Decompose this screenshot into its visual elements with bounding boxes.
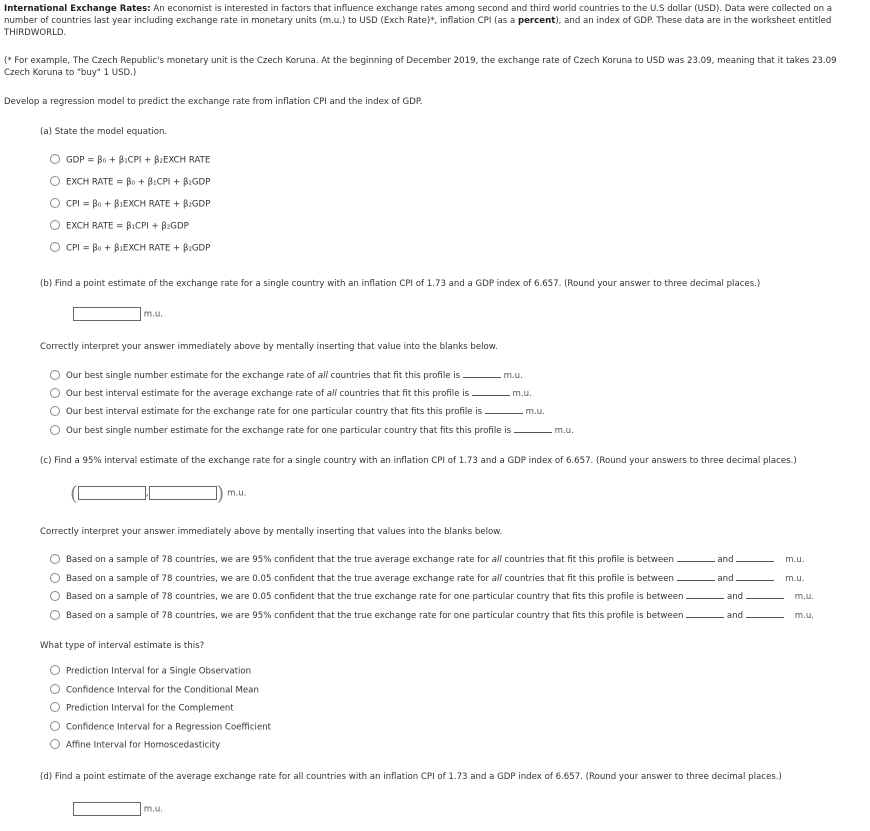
- part-c-upper-input[interactable]: [149, 486, 217, 500]
- part-a-option-5[interactable]: CPI = β₀ + β₁EXCH RATE + β₂GDP: [50, 243, 210, 254]
- interval-type-option-2[interactable]: Confidence Interval for the Conditional Mean: [50, 685, 259, 696]
- part-b-unit: m.u.: [143, 309, 164, 320]
- comma: ,: [145, 488, 149, 499]
- answer-blank: [686, 589, 724, 599]
- answer-blank: [514, 423, 552, 433]
- part-c-interp-option-2[interactable]: Based on a sample of 78 countries, we are 0.05 confident that the true average exchange rate for all countries that fit this profile is between and m.u.: [50, 571, 805, 584]
- answer-blank: [463, 368, 501, 378]
- radio-button[interactable]: [50, 242, 60, 252]
- radio-button[interactable]: [50, 573, 60, 583]
- interval-type-option-4[interactable]: Confidence Interval for a Regression Coefficient: [50, 722, 271, 733]
- answer-blank: [677, 571, 715, 581]
- radio-button[interactable]: [50, 370, 60, 380]
- radio-button[interactable]: [50, 610, 60, 620]
- radio-button[interactable]: [50, 154, 60, 164]
- interval-type-option-5[interactable]: Affine Interval for Homoscedasticity: [50, 740, 220, 751]
- radio-button[interactable]: [50, 406, 60, 416]
- radio-button[interactable]: [50, 554, 60, 564]
- answer-blank: [746, 608, 784, 618]
- part-b-interp-option-4[interactable]: Our best single number estimate for the exchange rate for one particular country that fits this profile is m.u.: [50, 423, 574, 436]
- interval-type-option-1[interactable]: Prediction Interval for a Single Observation: [50, 666, 251, 677]
- part-c-interp-option-3[interactable]: Based on a sample of 78 countries, we are 0.05 confident that the true exchange rate for one particular country that fits this profile is between and m.u.: [50, 589, 814, 602]
- part-b-answer: [73, 307, 163, 321]
- answer-blank: [485, 404, 523, 414]
- part-d-answer: [73, 802, 163, 816]
- interval-type-prompt: What type of interval estimate is this?: [40, 641, 205, 651]
- close-paren: ): [216, 481, 225, 505]
- intro-paragraph: [4, 3, 860, 39]
- radio-button[interactable]: [50, 198, 60, 208]
- part-b-interpret-prompt: Correctly interpret your answer immediately above by mentally inserting that value into the blanks below.: [40, 342, 498, 352]
- footnote: (* For example, The Czech Republic's monetary unit is the Czech Koruna. At the beginning of December 2019, the exchange rate of Czech Koruna to USD was 23.09, meaning that it takes 23.09 Czech Koruna to "buy" 1 USD.): [4, 56, 837, 78]
- radio-button[interactable]: [50, 425, 60, 435]
- radio-button[interactable]: [50, 721, 60, 731]
- part-a-option-2[interactable]: EXCH RATE = β₀ + β₁CPI + β₂GDP: [50, 177, 210, 188]
- part-c-interp-option-1[interactable]: Based on a sample of 78 countries, we are 95% confident that the true average exchange rate for all countries that fit this profile is between and m.u.: [50, 552, 805, 565]
- radio-button[interactable]: [50, 739, 60, 749]
- part-c-interval-answer: [70, 481, 246, 505]
- radio-button[interactable]: [50, 702, 60, 712]
- answer-blank: [686, 608, 724, 618]
- intro-text-end: ), and an index of GDP. These data are in the worksheet entitled THIRDWORLD.: [4, 16, 832, 38]
- part-c-prompt: (c) Find a 95% interval estimate of the exchange rate for a single country with an inflation CPI of 1.73 and a GDP index of 6.657. (Round your answers to three decimal places.): [40, 456, 797, 466]
- part-b-interp-option-3[interactable]: Our best interval estimate for the exchange rate for one particular country that fits this profile is m.u.: [50, 404, 545, 417]
- part-d-unit: m.u.: [143, 804, 164, 815]
- part-c-unit: m.u.: [227, 488, 247, 499]
- part-b-prompt: (b) Find a point estimate of the exchange rate for a single country with an inflation CPI of 1.73 and a GDP index of 6.657. (Round your answer to three decimal places.): [40, 279, 761, 289]
- part-d-input[interactable]: [73, 802, 141, 816]
- answer-blank: [472, 386, 510, 396]
- radio-button[interactable]: [50, 684, 60, 694]
- radio-button[interactable]: [50, 591, 60, 601]
- task-statement: Develop a regression model to predict the exchange rate from inflation CPI and the index of GDP.: [4, 97, 423, 107]
- interval-type-option-3[interactable]: Prediction Interval for the Complement: [50, 703, 234, 714]
- part-a-option-3[interactable]: CPI = β₀ + β₁EXCH RATE + β₂GDP: [50, 199, 210, 210]
- part-a-option-1[interactable]: GDP = β₀ + β₁CPI + β₂EXCH RATE: [50, 155, 210, 166]
- radio-button[interactable]: [50, 665, 60, 675]
- part-b-interp-option-1[interactable]: Our best single number estimate for the exchange rate of all countries that fit this profile is m.u.: [50, 368, 523, 381]
- radio-button[interactable]: [50, 176, 60, 186]
- answer-blank: [736, 552, 774, 562]
- part-a-prompt: (a) State the model equation.: [40, 127, 168, 137]
- part-b-input[interactable]: [73, 307, 141, 321]
- open-paren: (: [70, 481, 78, 505]
- part-c-lower-input[interactable]: [78, 486, 146, 500]
- radio-button[interactable]: [50, 388, 60, 398]
- intro-bold-word: percent: [517, 16, 556, 26]
- radio-button[interactable]: [50, 220, 60, 230]
- answer-blank: [736, 571, 774, 581]
- part-b-interp-option-2[interactable]: Our best interval estimate for the average exchange rate of all countries that fit this profile is m.u.: [50, 386, 532, 399]
- part-c-interp-option-4[interactable]: Based on a sample of 78 countries, we are 95% confident that the true exchange rate for one particular country that fits this profile is between and m.u.: [50, 608, 814, 621]
- part-d-prompt: (d) Find a point estimate of the average exchange rate for all countries with an inflation CPI of 1.73 and a GDP index of 6.657. (Round your answer to three decimal places.): [40, 772, 782, 782]
- intro-text: An economist is interested in factors that influence exchange rates among second and third world countries to the U.S dollar (USD). Data were collected on a number of countries last year including exchange rate in monetary units (m.u.) to USD (Exch Rate)*, inflation CPI (as a: [4, 4, 833, 26]
- intro-title: International Exchange Rates:: [4, 4, 151, 14]
- answer-blank: [677, 552, 715, 562]
- answer-blank: [746, 589, 784, 599]
- part-c-interpret-prompt: Correctly interpret your answer immediately above by mentally inserting that values into the blanks below.: [40, 527, 503, 537]
- part-a-option-4[interactable]: EXCH RATE = β₁CPI + β₂GDP: [50, 221, 189, 232]
